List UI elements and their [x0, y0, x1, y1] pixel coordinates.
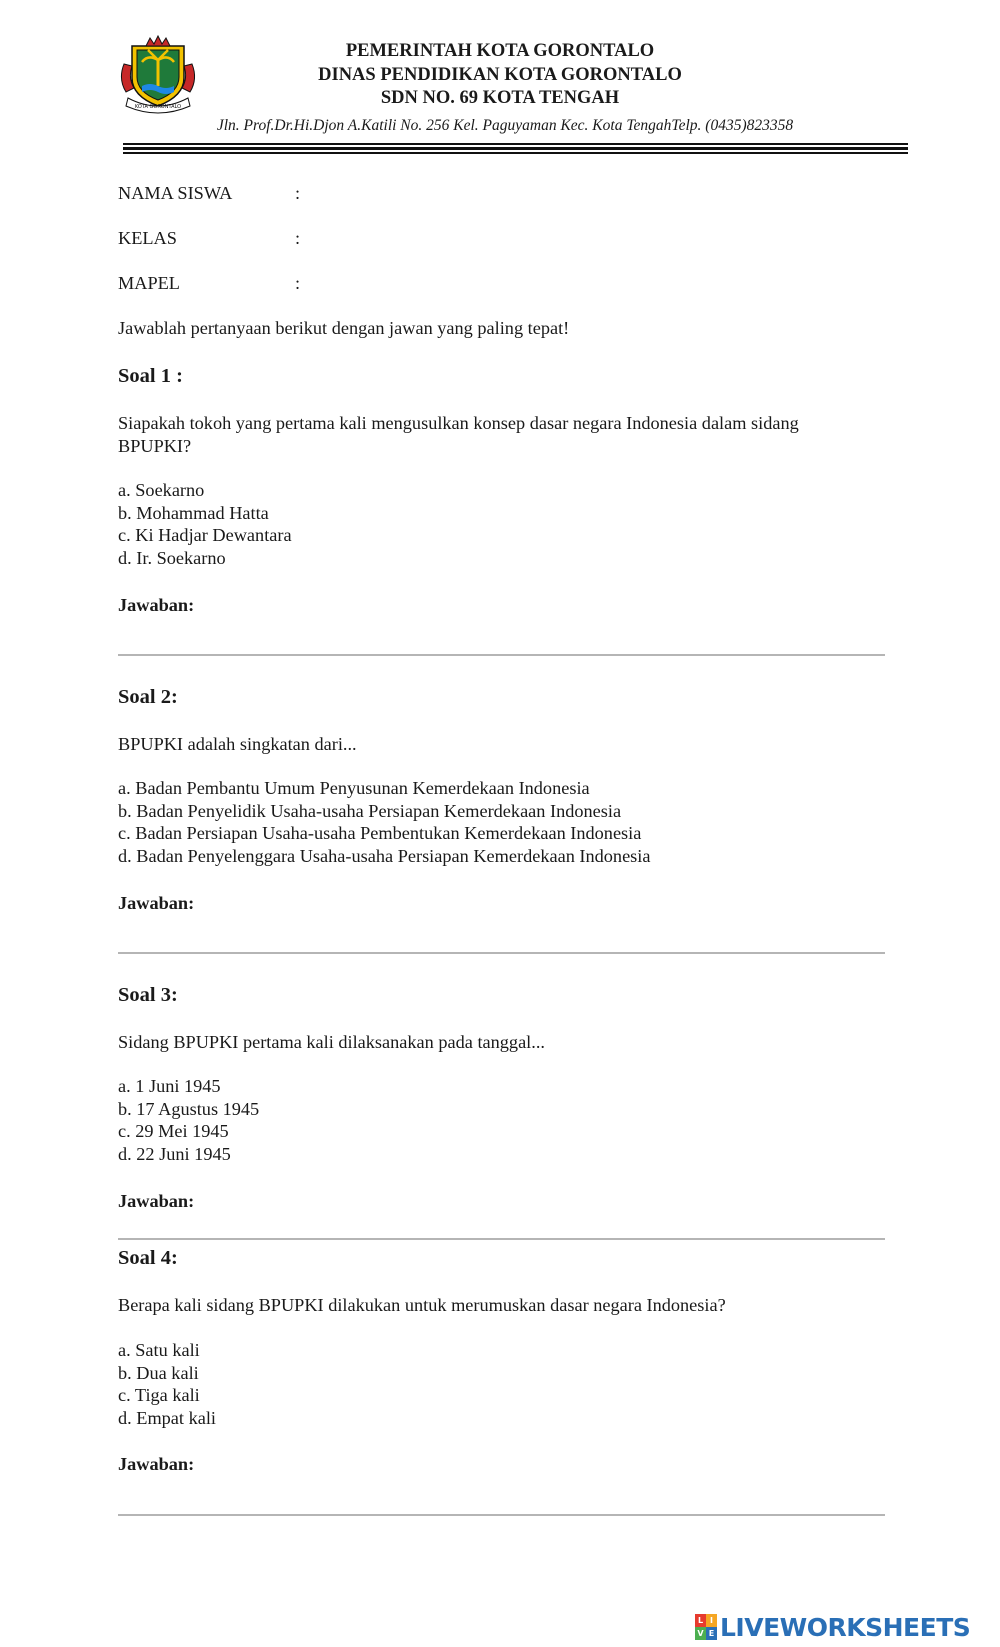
question-1-answer-line[interactable]: [118, 654, 885, 656]
liveworksheets-brand[interactable]: [695, 1612, 970, 1642]
field-colon-kelas: :: [295, 228, 301, 248]
header-rule-thick: [123, 147, 908, 150]
question-4-option-c: c. Tiga kali: [118, 1385, 200, 1406]
school-crest-logo: [116, 34, 200, 114]
logo-letter-i: I: [706, 1614, 717, 1627]
question-1-option-a: a. Soekarno: [118, 480, 205, 500]
field-label-mapel: MAPEL: [118, 273, 180, 293]
question-4-option-b: b. Dua kali: [118, 1362, 199, 1383]
logo-letter-v: V: [695, 1627, 706, 1640]
question-1-answer-label: Jawaban:: [118, 595, 195, 615]
question-3-answer-label: Jawaban:: [118, 1191, 195, 1211]
question-4-answer-line[interactable]: [118, 1514, 885, 1516]
header-government: PEMERINTAH KOTA GORONTALO: [345, 41, 655, 61]
question-4-text: Berapa kali sidang BPUPKI dilakukan untuk merumuskan dasar negara Indonesia?: [118, 1295, 726, 1315]
field-colon-nama-siswa: :: [295, 183, 301, 203]
header-rule-thin: [123, 143, 908, 145]
question-4-option-a: a. Satu kali: [118, 1340, 200, 1360]
logo-letter-e: E: [706, 1627, 717, 1640]
question-3-text: Sidang BPUPKI pertama kali dilaksanakan pada tanggal...: [118, 1032, 545, 1052]
question-1-option-d: d. Ir. Soekarno: [118, 548, 226, 569]
question-1-title: Soal 1 :: [118, 365, 183, 387]
field-label-kelas: KELAS: [118, 228, 177, 248]
question-1-options: [118, 479, 292, 570]
header-department: DINAS PENDIDIKAN KOTA GORONTALO: [318, 65, 682, 85]
liveworksheets-logo-icon: [695, 1614, 717, 1640]
question-3-option-c: c. 29 Mei 1945: [118, 1121, 229, 1142]
liveworksheets-wordmark: LIVEWORKSHEETS: [720, 1612, 971, 1642]
question-1-option-b: b. Mohammad Hatta: [118, 502, 269, 523]
logo-letter-l: L: [695, 1614, 706, 1627]
field-colon-mapel: :: [295, 273, 301, 293]
question-2-title: Soal 2:: [118, 686, 178, 708]
question-2-options: [118, 777, 651, 868]
question-1-text-line-2: BPUPKI?: [118, 435, 192, 456]
question-2-option-c: c. Badan Persiapan Usaha-usaha Pembentukan Kemerdekaan Indonesia: [118, 823, 642, 844]
question-3-option-d: d. 22 Juni 1945: [118, 1144, 231, 1165]
question-3-answer-line[interactable]: [118, 1238, 885, 1240]
header-school-name: SDN NO. 69 KOTA TENGAH: [380, 88, 620, 108]
question-2-option-a: a. Badan Pembantu Umum Penyusunan Kemerdekaan Indonesia: [118, 778, 590, 798]
question-3-title: Soal 3:: [118, 984, 178, 1006]
question-3-options: [118, 1075, 259, 1166]
question-2-answer-line[interactable]: [118, 952, 885, 954]
question-1-option-c: c. Ki Hadjar Dewantara: [118, 525, 292, 546]
question-2-option-b: b. Badan Penyelidik Usaha-usaha Persiapan Kemerdekaan Indonesia: [118, 800, 622, 821]
question-1-text-line-1: Siapakah tokoh yang pertama kali mengusulkan konsep dasar negara Indonesia dalam sidang: [118, 413, 799, 433]
question-1-text: [118, 412, 878, 457]
question-4-answer-label: Jawaban:: [118, 1454, 195, 1474]
question-2-text: BPUPKI adalah singkatan dari...: [118, 734, 357, 754]
instruction-text: Jawablah pertanyaan berikut dengan jawan yang paling tepat!: [118, 318, 570, 338]
logo-banner-text: KOTA GORONTALO: [134, 104, 182, 110]
question-2-answer-label: Jawaban:: [118, 893, 195, 913]
question-2-option-d: d. Badan Penyelenggara Usaha-usaha Persiapan Kemerdekaan Indonesia: [118, 846, 651, 867]
question-4-option-d: d. Empat kali: [118, 1408, 216, 1429]
question-4-options: [118, 1339, 216, 1430]
question-3-option-a: a. 1 Juni 1945: [118, 1076, 221, 1096]
header-address: Jln. Prof.Dr.Hi.Djon A.Katili No. 256 Kel. Paguyaman Kec. Kota TengahTelp. (0435)823358: [216, 117, 794, 134]
field-label-nama-siswa: NAMA SISWA: [118, 183, 233, 203]
header-rule-thin-bottom: [123, 152, 908, 154]
question-3-option-b: b. 17 Agustus 1945: [118, 1098, 260, 1119]
question-4-title: Soal 4:: [118, 1247, 178, 1269]
